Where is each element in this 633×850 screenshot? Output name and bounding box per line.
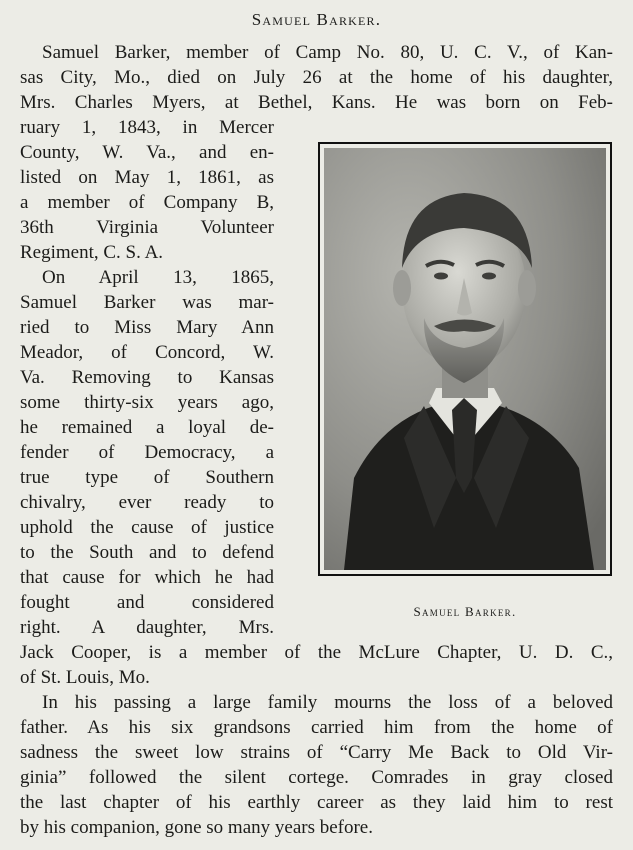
text-line: by his companion, gone so many years before. bbox=[20, 817, 373, 838]
text-line: Regiment, C. S. A. bbox=[20, 242, 164, 263]
portrait-illustration bbox=[324, 148, 606, 570]
portrait-frame bbox=[318, 142, 612, 576]
text-line: father. As his six grandsons carried him from the home of bbox=[20, 717, 613, 738]
text-line: Va. Removing to Kansas bbox=[20, 367, 274, 388]
text-line: sas City, Mo., died on July 26 at the home of his daughter, bbox=[20, 67, 613, 88]
text-line: chivalry, ever ready to bbox=[20, 492, 274, 513]
text-line: County, W. Va., and en- bbox=[20, 142, 274, 163]
text-line: Mrs. Charles Myers, at Bethel, Kans. He was born on Feb- bbox=[20, 92, 613, 113]
text-line: ried to Miss Mary Ann bbox=[20, 317, 274, 338]
article-title: Samuel Barker. bbox=[251, 10, 382, 29]
text-line: Jack Cooper, is a member of the McLure Chapter, U. D. C., bbox=[20, 642, 613, 663]
text-line: a member of Company B, bbox=[20, 192, 274, 213]
text-line: sadness the sweet low strains of “Carry Me Back to Old Vir- bbox=[20, 742, 613, 763]
text-line: to the South and to defend bbox=[20, 542, 274, 563]
portrait-photo bbox=[324, 148, 606, 570]
text-line: some thirty-six years ago, bbox=[20, 392, 274, 413]
text-line: uphold the cause of justice bbox=[20, 517, 274, 538]
text-line: Samuel Barker was mar- bbox=[20, 292, 274, 313]
text-line: Meador, of Concord, W. bbox=[20, 342, 274, 363]
text-line: of St. Louis, Mo. bbox=[20, 667, 150, 688]
text-line: fought and considered bbox=[20, 592, 274, 613]
text-line: ruary 1, 1843, in Mercer bbox=[20, 117, 274, 138]
text-line: Samuel Barker, member of Camp No. 80, U. C. V., of Kan- bbox=[42, 42, 613, 63]
text-line: In his passing a large family mourns the loss of a beloved bbox=[42, 692, 613, 713]
text-line: he remained a loyal de- bbox=[20, 417, 274, 438]
text-line: the last chapter of his earthly career as they laid him to rest bbox=[20, 792, 613, 813]
text-line: ginia” followed the silent cortege. Comrades in gray closed bbox=[20, 767, 613, 788]
text-line: fender of Democracy, a bbox=[20, 442, 274, 463]
text-line: right. A daughter, Mrs. bbox=[20, 617, 274, 638]
text-line: true type of Southern bbox=[20, 467, 274, 488]
text-line: On April 13, 1865, bbox=[42, 267, 274, 288]
text-line: listed on May 1, 1861, as bbox=[20, 167, 274, 188]
portrait-caption: Samuel Barker. bbox=[413, 604, 517, 619]
text-line: 36th Virginia Volunteer bbox=[20, 217, 274, 238]
text-line: that cause for which he had bbox=[20, 567, 274, 588]
